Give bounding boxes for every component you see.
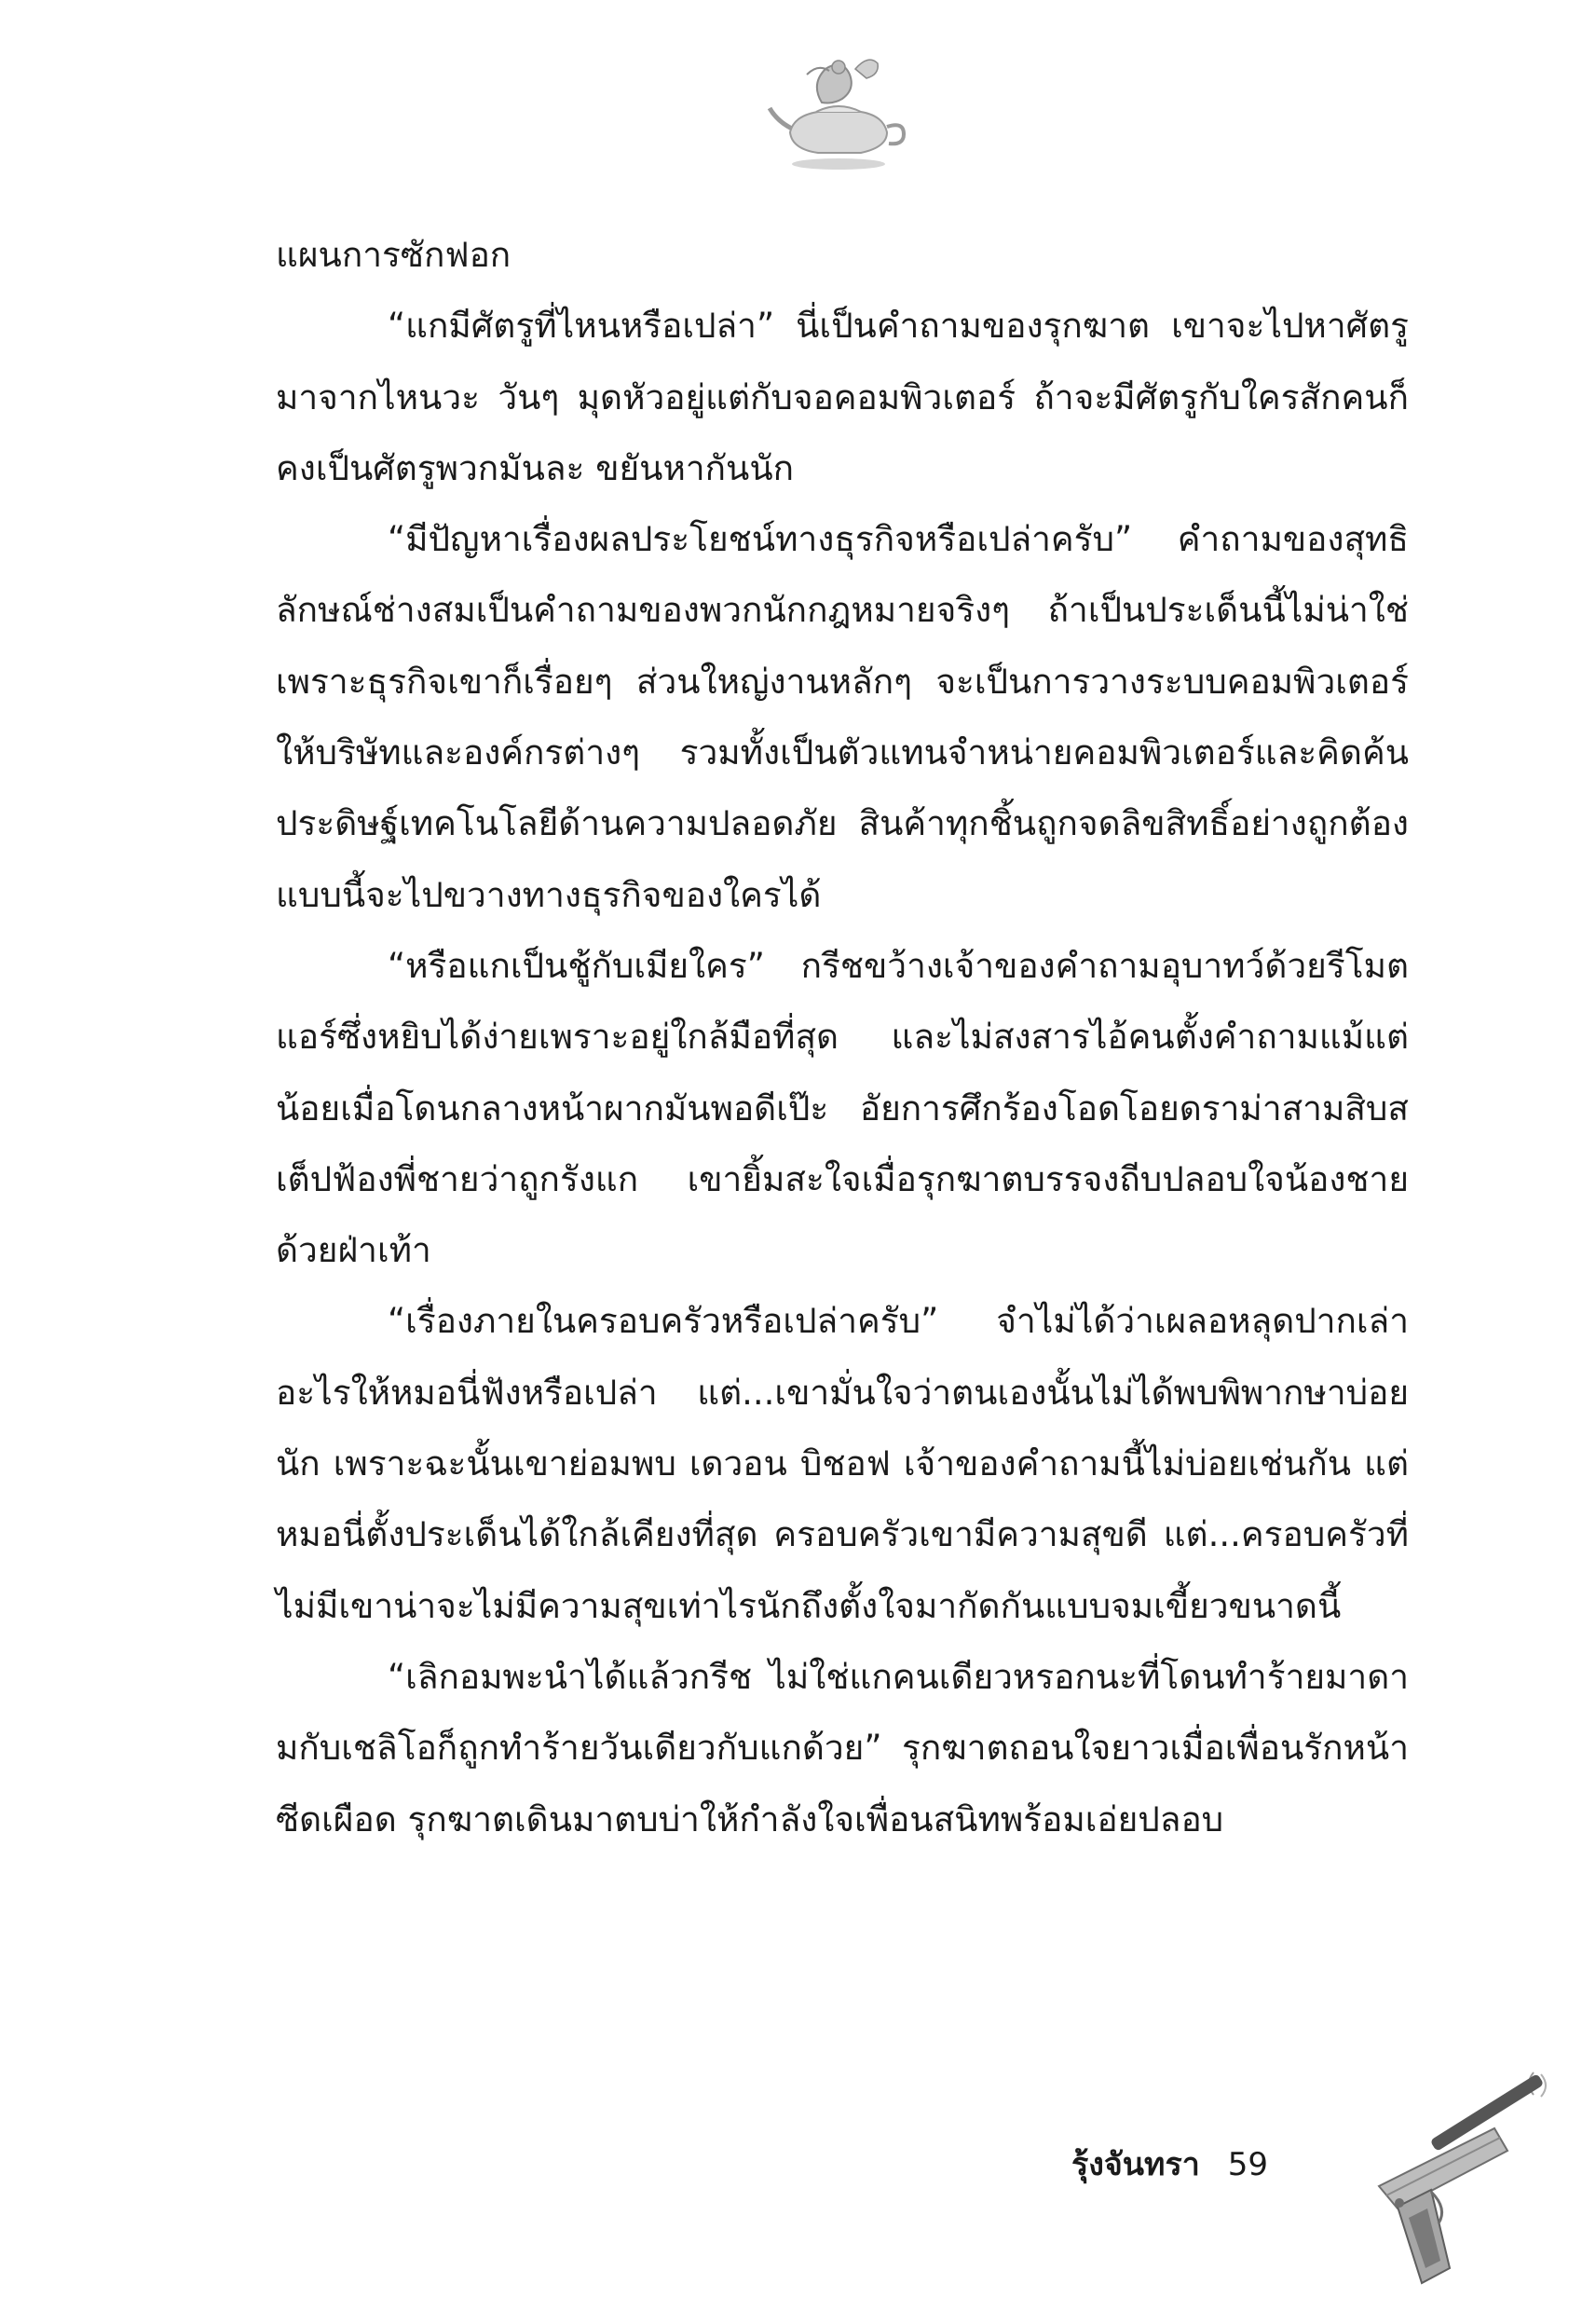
paragraph: “เลิกอมพะนำได้แล้วกรีช ไม่ใช่แกคนเดียวหรอกนะที่โดนทำร้ายมาดามกับเชลิโอก็ถูกทำร้ายวันเดียวกับแกด้วย” รุกฆาตถอนใจยาวเมื่อเพื่อนรักหน้าซีดเผือด รุกฆาตเดินมาตบบ่าให้กำลังใจเพื่อนสนิทพร้อมเอ่ยปลอบ (276, 1656, 1409, 1839)
paragraph: “หรือแกเป็นชู้กับเมียใคร” กรีชขว้างเจ้าของคำถามอุบาทว์ด้วยรีโมตแอร์ซึ่งหยิบได้ง่ายเพราะอยู่ใกล้มือที่สุด และไม่สงสารไอ้คนตั้งคำถามแม้แต่น้อยเมื่อโดนกลางหน้าผากมันพอดีเป๊ะ อัยการศึกร้องโอดโอยดราม่าสามสิบสเต็ปฟ้องพี่ชายว่าถูกรังแก เขายิ้มสะใจเมื่อรุกฆาตบรรจงถีบปลอบใจน้องชายด้วยฝ่าเท้า (276, 945, 1409, 1271)
paragraph: แผนการซักฟอก (276, 235, 512, 275)
footer-author: รุ้งจันทรา (1071, 2146, 1200, 2183)
body-text (276, 220, 1409, 1855)
pistol-illustration-icon (1342, 2069, 1565, 2292)
page-footer (1071, 2139, 1268, 2189)
genie-lamp-ornament-icon (764, 47, 913, 177)
page-number: 59 (1227, 2146, 1269, 2183)
paragraph: “แกมีศัตรูที่ไหนหรือเปล่า” นี่เป็นคำถามของรุกฆาต เขาจะไปหาศัตรูมาจากไหนวะ วันๆ มุดหัวอยู่แต่กับจอคอมพิวเตอร์ ถ้าจะมีศัตรูกับใครสักคนก็คงเป็นศัตรูพวกมันละ ขยันหากันนัก (276, 306, 1409, 488)
paragraph: “เรื่องภายในครอบครัวหรือเปล่าครับ” จำไม่ได้ว่าเผลอหลุดปากเล่าอะไรให้หมอนี่ฟังหรือเปล่า แต่...เขามั่นใจว่าตนเองนั้นไม่ได้พบพิพากษาบ่อยนัก เพราะฉะนั้นเขาย่อมพบ เดวอน บิชอฟ เจ้าของคำถามนี้ไม่บ่อยเช่นกัน แต่หมอนี่ตั้งประเด็นได้ใกล้เคียงที่สุด ครอบครัวเขามีความสุขดี แต่...ครอบครัวที่ไม่มีเขาน่าจะไม่มีความสุขเท่าไรนักถึงตั้งใจมากัดกันแบบจมเขี้ยวขนาดนี้ (276, 1301, 1409, 1626)
paragraph: “มีปัญหาเรื่องผลประโยชน์ทางธุรกิจหรือเปล่าครับ” คำถามของสุทธิลักษณ์ช่างสมเป็นคำถามของพวกนักกฎหมายจริงๆ ถ้าเป็นประเด็นนี้ไม่น่าใช่ เพราะธุรกิจเขาก็เรื่อยๆ ส่วนใหญ่งานหลักๆ จะเป็นการวางระบบคอมพิวเตอร์ให้บริษัทและองค์กรต่างๆ รวมทั้งเป็นตัวแทนจำหน่ายคอมพิวเตอร์และคิดค้นประดิษฐ์เทคโนโลยีด้านความปลอดภัย สินค้าทุกชิ้นถูกจดลิขสิทธิ์อย่างถูกต้อง แบบนี้จะไปขวางทางธุรกิจของใครได้ (276, 519, 1409, 915)
